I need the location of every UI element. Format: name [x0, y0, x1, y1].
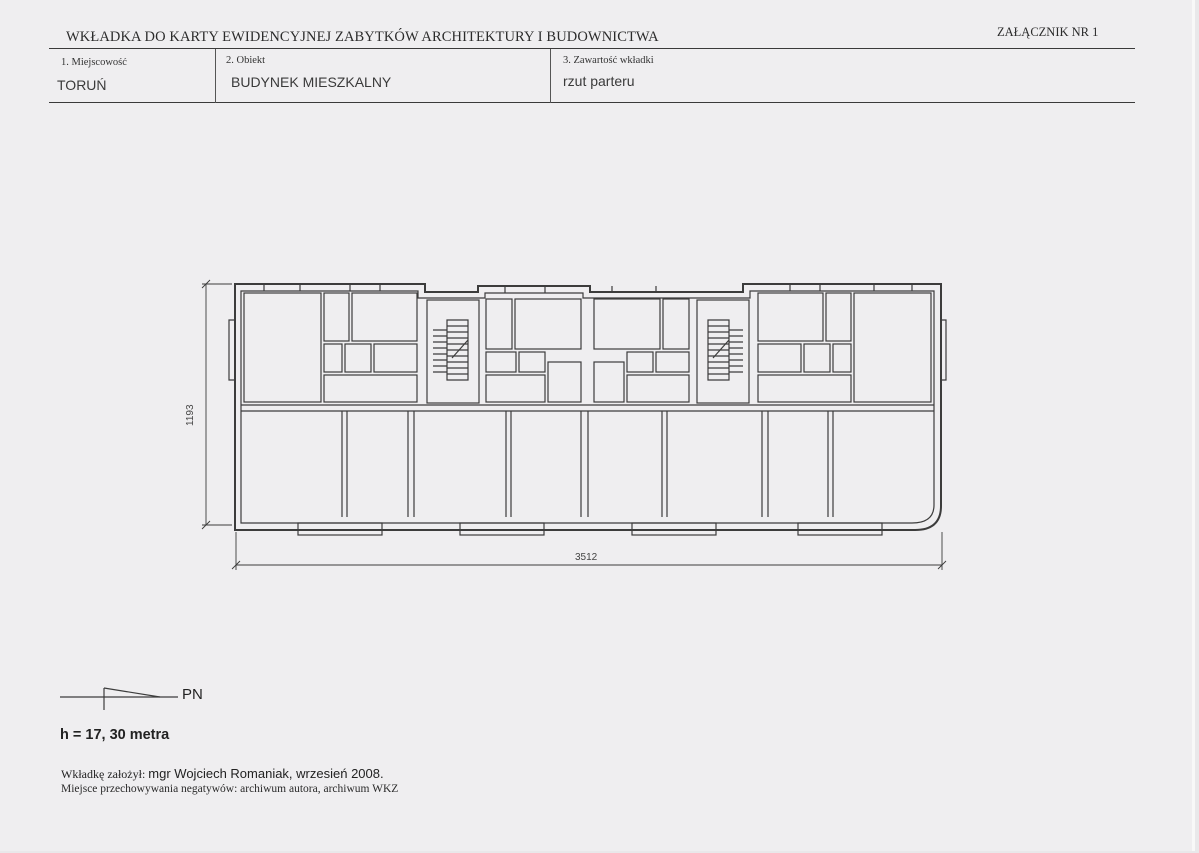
founder-line	[61, 766, 384, 782]
annex-number: ZAŁĄCZNIK NR 1	[997, 25, 1099, 39]
contents-value: rzut parteru	[563, 73, 635, 89]
contents-label: 3. Zawartość wkładki	[563, 55, 654, 66]
north-label: PN	[182, 686, 203, 703]
negatives-storage: Miejsce przechowywania negatywów: archiwum autora, archiwum WKZ	[61, 783, 399, 795]
length-dimension: 3512	[575, 552, 598, 563]
founder-label: Wkładkę założył:	[61, 767, 146, 781]
founder-value: mgr Wojciech Romaniak, wrzesień 2008.	[148, 766, 384, 781]
depth-dimension: 1193	[185, 404, 196, 426]
north-arrow-icon	[60, 688, 178, 710]
locality-value: TORUŃ	[57, 77, 107, 93]
interior-walls	[241, 284, 934, 517]
dimension-lines	[202, 280, 946, 570]
building-height: h = 17, 30 metra	[60, 727, 170, 743]
object-value: BUDYNEK MIESZKALNY	[231, 74, 392, 90]
locality-label: 1. Miejscowość	[61, 57, 127, 68]
document-title: WKŁADKA DO KARTY EWIDENCYJNEJ ZABYTKÓW ARCHITEKTURY I BUDOWNICTWA	[66, 29, 659, 45]
object-label: 2. Obiekt	[226, 55, 266, 66]
